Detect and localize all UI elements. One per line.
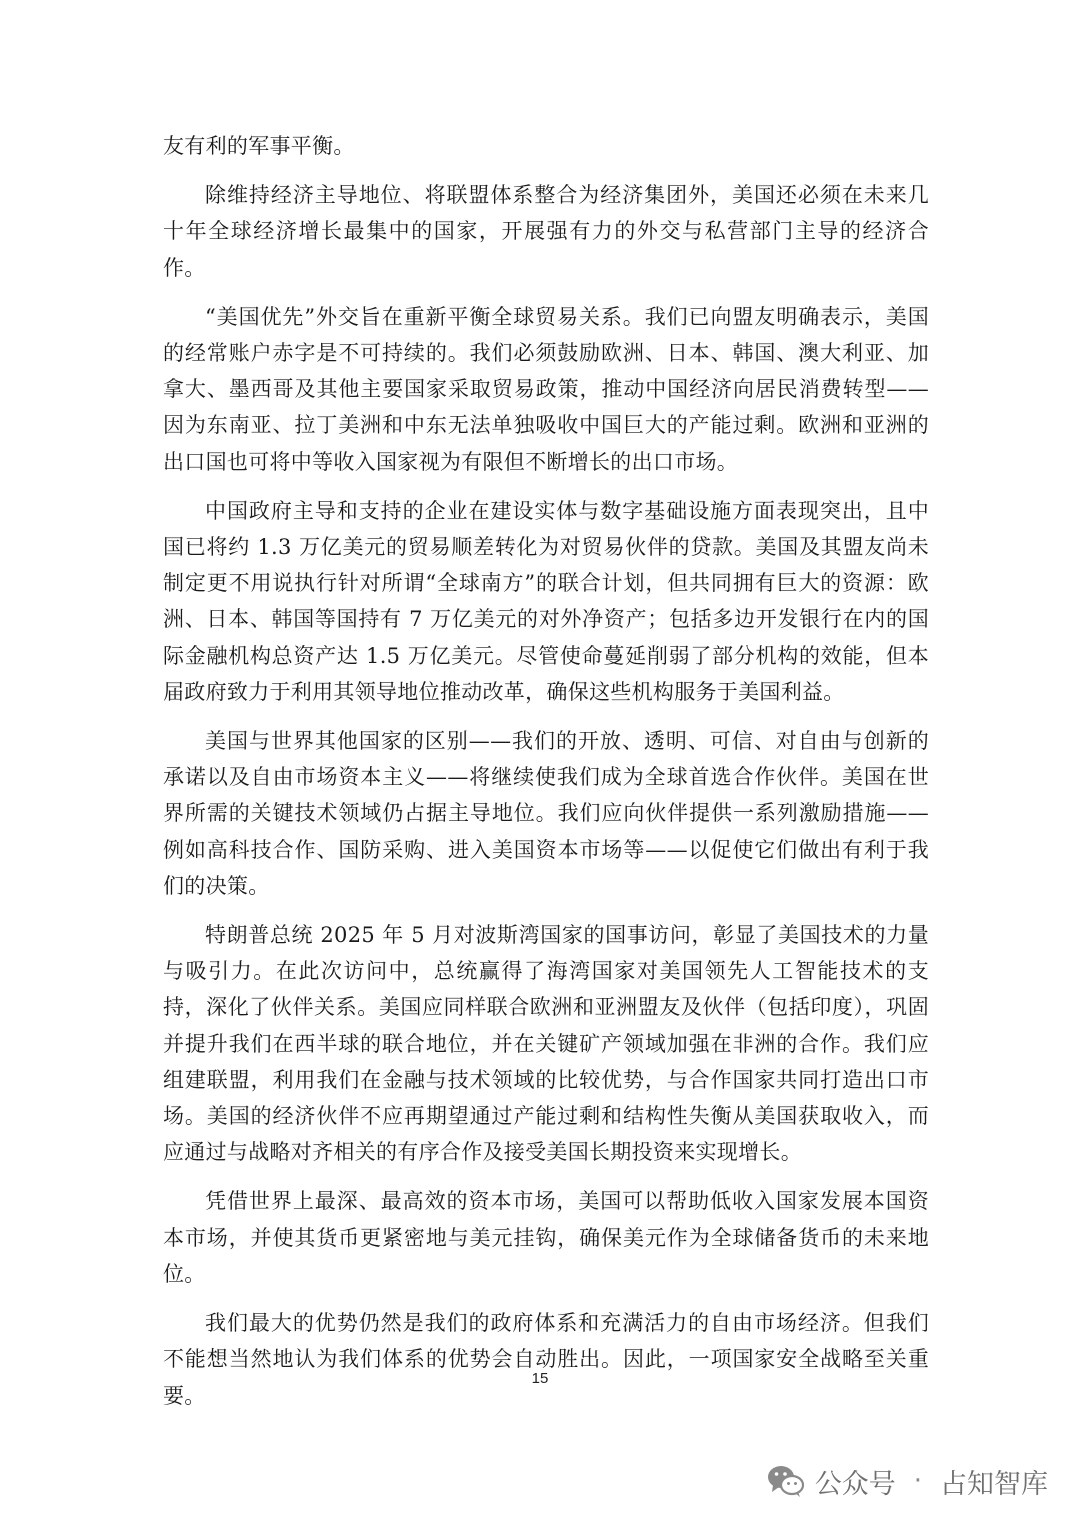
watermark-account-type: 公众号 xyxy=(814,1468,896,1500)
watermark-account-name: 占知智库 xyxy=(940,1468,1048,1500)
wechat-icon xyxy=(767,1464,805,1498)
document-body xyxy=(163,128,929,1427)
paragraph-greatest-advantage: 我们最大的优势仍然是我们的政府体系和充满活力的自由市场经济。但我们不能想当然地认为我们体系的优势会自动胜出。因此，一项国家安全战略至关重要。 xyxy=(163,1311,929,1408)
paragraph-america-first-trade: “美国优先”外交旨在重新平衡全球贸易关系。我们已向盟友明确表示，美国的经常账户赤字是不可持续的。我们必须鼓励欧洲、日本、韩国、澳大利亚、加拿大、墨西哥及其他主要国家采取贸易政策，推动中国经济向居民消费转型——因为东南亚、拉丁美洲和中东无法单独吸收中国巨大的产能过剩。欧洲和亚洲的出口国也可将中等收入国家视为有限但不断增长的出口市场。 xyxy=(163,304,929,474)
paragraph-continuation: 友有利的军事平衡。 xyxy=(163,134,355,158)
paragraph-gulf-visit: 特朗普总统 2025 年 5 月对波斯湾国家的国事访问，彰显了美国技术的力量与吸引力。在此次访问中，总统赢得了海湾国家对美国领先人工智能技术的支持，深化了伙伴关系。美国应同样联合欧洲和亚洲盟友及伙伴（包括印度），巩固并提升我们在西半球的联合地位，并在关键矿产领域加强在非洲的合作。我们应组建联盟，利用我们在金融与技术领域的比较优势，与合作国家共同打造出口市场。美国的经济伙伴不应再期望通过产能过剩和结构性失衡从美国获取收入，而应通过与战略对齐相关的有序合作及接受美国长期投资来实现增长。 xyxy=(163,923,929,1165)
paragraph-us-distinction: 美国与世界其他国家的区别——我们的开放、透明、可信、对自由与创新的承诺以及自由市场资本主义——将继续使我们成为全球首选合作伙伴。美国在世界所需的关键技术领域仍占据主导地位。我们应向伙伴提供一系列激励措施——例如高科技合作、国防采购、进入美国资本市场等——以促使它们做出有利于我们的决策。 xyxy=(163,729,929,898)
page-number: 15 xyxy=(531,1370,549,1387)
paragraph-china-infrastructure: 中国政府主导和支持的企业在建设实体与数字基础设施方面表现突出，且中国已将约 1.3 万亿美元的贸易顺差转化为对贸易伙伴的贷款。美国及其盟友尚未制定更不用说执行针对所谓“全球南方”的联合计划，但共同拥有巨大的资源：欧洲、日本、韩国等国持有 7 万亿美元的对外净资产；包括多边开发银行在内的国际金融机构总资产达 1.5 万亿美元。尽管使命蔓延削弱了部分机构的效能，但本届政府致力于利用其领导地位推动改革，确保这些机构服务于美国利益。 xyxy=(163,498,929,704)
paragraph-economic-dominance: 除维持经济主导地位、将联盟体系整合为经济集团外，美国还必须在未来几十年全球经济增长最集中的国家，开展强有力的外交与私营部门主导的经济合作。 xyxy=(163,183,929,280)
paragraph-capital-markets: 凭借世界上最深、最高效的资本市场，美国可以帮助低收入国家发展本国资本市场，并使其货币更紧密地与美元挂钩，确保美元作为全球储备货币的未来地位。 xyxy=(163,1189,929,1286)
watermark xyxy=(767,1458,1048,1504)
watermark-separator: · xyxy=(913,1466,922,1496)
